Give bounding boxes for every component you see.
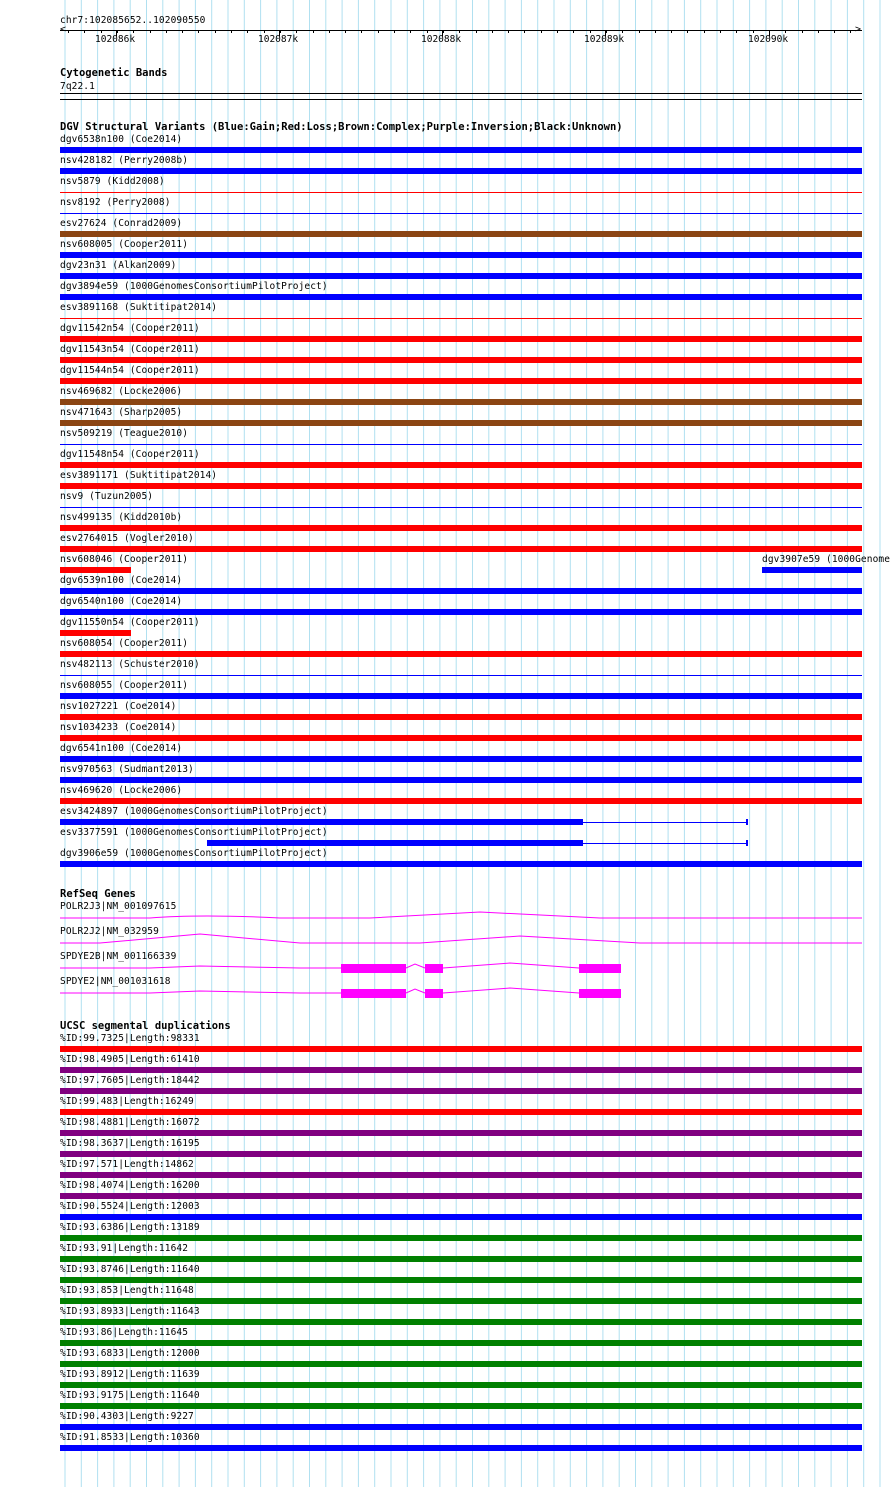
cytoband-label: 7q22.1 <box>60 81 95 92</box>
dgv-variant-label: nsv1034233 (Coe2014) <box>60 722 177 733</box>
segdup-bar <box>60 1445 862 1451</box>
segdup-label: %ID:98.4881|Length:16072 <box>60 1117 200 1128</box>
dgv-variant-label: nsv970563 (Sudmant2013) <box>60 764 194 775</box>
dgv-variant-label: nsv509219 (Teague2010) <box>60 428 189 439</box>
refseq-gene-label[interactable]: SPDYE2B|NM_001166339 <box>60 951 177 962</box>
refseq-gene-label[interactable]: POLR2J2|NM_032959 <box>60 926 159 937</box>
dgv-variant-label: dgv6539n100 (Coe2014) <box>60 575 183 586</box>
gene-intron <box>60 966 341 968</box>
segdup-label: %ID:93.91|Length:11642 <box>60 1243 189 1254</box>
dgv-variant-label: nsv8192 (Perry2008) <box>60 197 171 208</box>
gene-intron <box>60 912 862 918</box>
segdup-bar <box>60 1298 862 1304</box>
segdup-bar <box>60 1277 862 1283</box>
segdup-label: %ID:93.853|Length:11648 <box>60 1285 194 1296</box>
segdup-bar <box>60 1109 862 1115</box>
segdup-bar <box>60 1067 862 1073</box>
dgv-variant-label: esv27624 (Conrad2009) <box>60 218 183 229</box>
dgv-variant-label: nsv469620 (Locke2006) <box>60 785 183 796</box>
dgv-variant-label: nsv9 (Tuzun2005) <box>60 491 154 502</box>
ruler-position: chr7:102085652..102090550 <box>60 15 206 26</box>
dgv-variant-label: nsv428182 (Perry2008b) <box>60 155 189 166</box>
dgv-variant-label: dgv23n31 (Alkan2009) <box>60 260 177 271</box>
ruler-tick-label: 102087k <box>258 34 299 45</box>
dgv-variant-label: esv3424897 (1000GenomesConsortiumPilotProject) <box>60 806 328 817</box>
dgv-title: DGV Structural Variants (Blue:Gain;Red:Loss;Brown:Complex;Purple:Inversion;Black:Unknown) <box>60 121 623 133</box>
segdup-label: %ID:93.8746|Length:11640 <box>60 1264 200 1275</box>
segdup-label: %ID:97.571|Length:14862 <box>60 1159 194 1170</box>
dgv-variant-label: dgv11544n54 (Cooper2011) <box>60 365 200 376</box>
gene-intron <box>60 934 862 943</box>
segdup-bar <box>60 1424 862 1430</box>
segdup-bar <box>60 1235 862 1241</box>
dgv-variant-label: esv3377591 (1000GenomesConsortiumPilotProject) <box>60 827 328 838</box>
ruler-right-arrow: > <box>855 24 862 35</box>
gene-intron <box>406 989 425 993</box>
segdup-bar <box>60 1340 862 1346</box>
dgv-variant-label: nsv608005 (Cooper2011) <box>60 239 189 250</box>
ruler-tick-label: 102090k <box>748 34 789 45</box>
gene-exon <box>341 989 406 998</box>
ruler-left-arrow: < <box>60 24 67 35</box>
segdup-label: %ID:93.8933|Length:11643 <box>60 1306 200 1317</box>
gene-intron <box>443 963 579 968</box>
segdup-label: %ID:99.7325|Length:98331 <box>60 1033 200 1044</box>
dgv-variant-label: nsv608055 (Cooper2011) <box>60 680 189 691</box>
segdup-bar <box>60 1403 862 1409</box>
segdup-label: %ID:93.8912|Length:11639 <box>60 1369 200 1380</box>
dgv-variant-label: nsv471643 (Sharp2005) <box>60 407 183 418</box>
dgv-variant-label: dgv11543n54 (Cooper2011) <box>60 344 200 355</box>
dgv-variant-label: dgv6538n100 (Coe2014) <box>60 134 183 145</box>
segdup-label: %ID:98.4905|Length:61410 <box>60 1054 200 1065</box>
segdup-bar <box>60 1088 862 1094</box>
dgv-variant-label: nsv469682 (Locke2006) <box>60 386 183 397</box>
segdup-label: %ID:98.3637|Length:16195 <box>60 1138 200 1149</box>
segdup-label: %ID:93.9175|Length:11640 <box>60 1390 200 1401</box>
gene-exon <box>425 964 443 973</box>
segdup-bar <box>60 1172 862 1178</box>
gene-exon <box>341 964 406 973</box>
dgv-variant-label: nsv608046 (Cooper2011) <box>60 554 189 565</box>
segdup-label: %ID:90.5524|Length:12003 <box>60 1201 200 1212</box>
segdup-bar <box>60 1151 862 1157</box>
segdup-bar <box>60 1193 862 1199</box>
segdup-label: %ID:90.4303|Length:9227 <box>60 1411 194 1422</box>
gene-intron <box>406 964 425 968</box>
segdup-bar <box>60 1046 862 1052</box>
segdup-bar <box>60 1214 862 1220</box>
dgv-variant-label: dgv11542n54 (Cooper2011) <box>60 323 200 334</box>
dgv-variant-label: dgv11548n54 (Cooper2011) <box>60 449 200 460</box>
gene-intron <box>60 991 341 993</box>
segdup-bar <box>60 1382 862 1388</box>
gene-exon <box>579 989 621 998</box>
dgv-variant-label: esv3891168 (Suktitipat2014) <box>60 302 218 313</box>
refseq-gene-label[interactable]: POLR2J3|NM_001097615 <box>60 901 177 912</box>
gene-exon <box>425 989 443 998</box>
segdup-label: %ID:93.6386|Length:13189 <box>60 1222 200 1233</box>
dgv-variant-label: dgv3894e59 (1000GenomesConsortiumPilotProject) <box>60 281 328 292</box>
segdup-bar <box>60 1361 862 1367</box>
dgv-variant-label: nsv608054 (Cooper2011) <box>60 638 189 649</box>
segdup-bar <box>60 1256 862 1262</box>
dgv-variant-label: nsv499135 (Kidd2010b) <box>60 512 183 523</box>
dgv-variant-label: dgv3907e59 (1000Genome <box>762 554 890 565</box>
gene-intron <box>443 988 579 993</box>
gene-exon <box>579 964 621 973</box>
ruler-tick-label: 102086k <box>95 34 136 45</box>
segdup-label: %ID:91.8533|Length:10360 <box>60 1432 200 1443</box>
ruler-tick-label: 102089k <box>584 34 625 45</box>
segdup-label: %ID:99.483|Length:16249 <box>60 1096 194 1107</box>
dgv-variant-label: esv2764015 (Vogler2010) <box>60 533 194 544</box>
segdup-label: %ID:97.7605|Length:18442 <box>60 1075 200 1086</box>
segdup-bar <box>60 1130 862 1136</box>
dgv-variant-label: dgv6541n100 (Coe2014) <box>60 743 183 754</box>
segdup-label: %ID:93.6833|Length:12000 <box>60 1348 200 1359</box>
ruler-tick-label: 102088k <box>421 34 462 45</box>
dgv-variant-label: nsv482113 (Schuster2010) <box>60 659 200 670</box>
segdup-label: %ID:98.4074|Length:16200 <box>60 1180 200 1191</box>
dgv-variant-label: esv3891171 (Suktitipat2014) <box>60 470 218 481</box>
dgv-variant-label: nsv1027221 (Coe2014) <box>60 701 177 712</box>
dgv-variant-label: dgv6540n100 (Coe2014) <box>60 596 183 607</box>
dgv-variant-label: dgv11550n54 (Cooper2011) <box>60 617 200 628</box>
dgv-variant-label: nsv5879 (Kidd2008) <box>60 176 165 187</box>
segdup-bar <box>60 1319 862 1325</box>
refseq-gene-label[interactable]: SPDYE2|NM_001031618 <box>60 976 171 987</box>
cytoband-title: Cytogenetic Bands <box>60 67 168 79</box>
segdup-title: UCSC segmental duplications <box>60 1020 231 1032</box>
dgv-variant-label: dgv3906e59 (1000GenomesConsortiumPilotProject) <box>60 848 328 859</box>
refseq-title: RefSeq Genes <box>60 888 136 900</box>
segdup-label: %ID:93.86|Length:11645 <box>60 1327 189 1338</box>
